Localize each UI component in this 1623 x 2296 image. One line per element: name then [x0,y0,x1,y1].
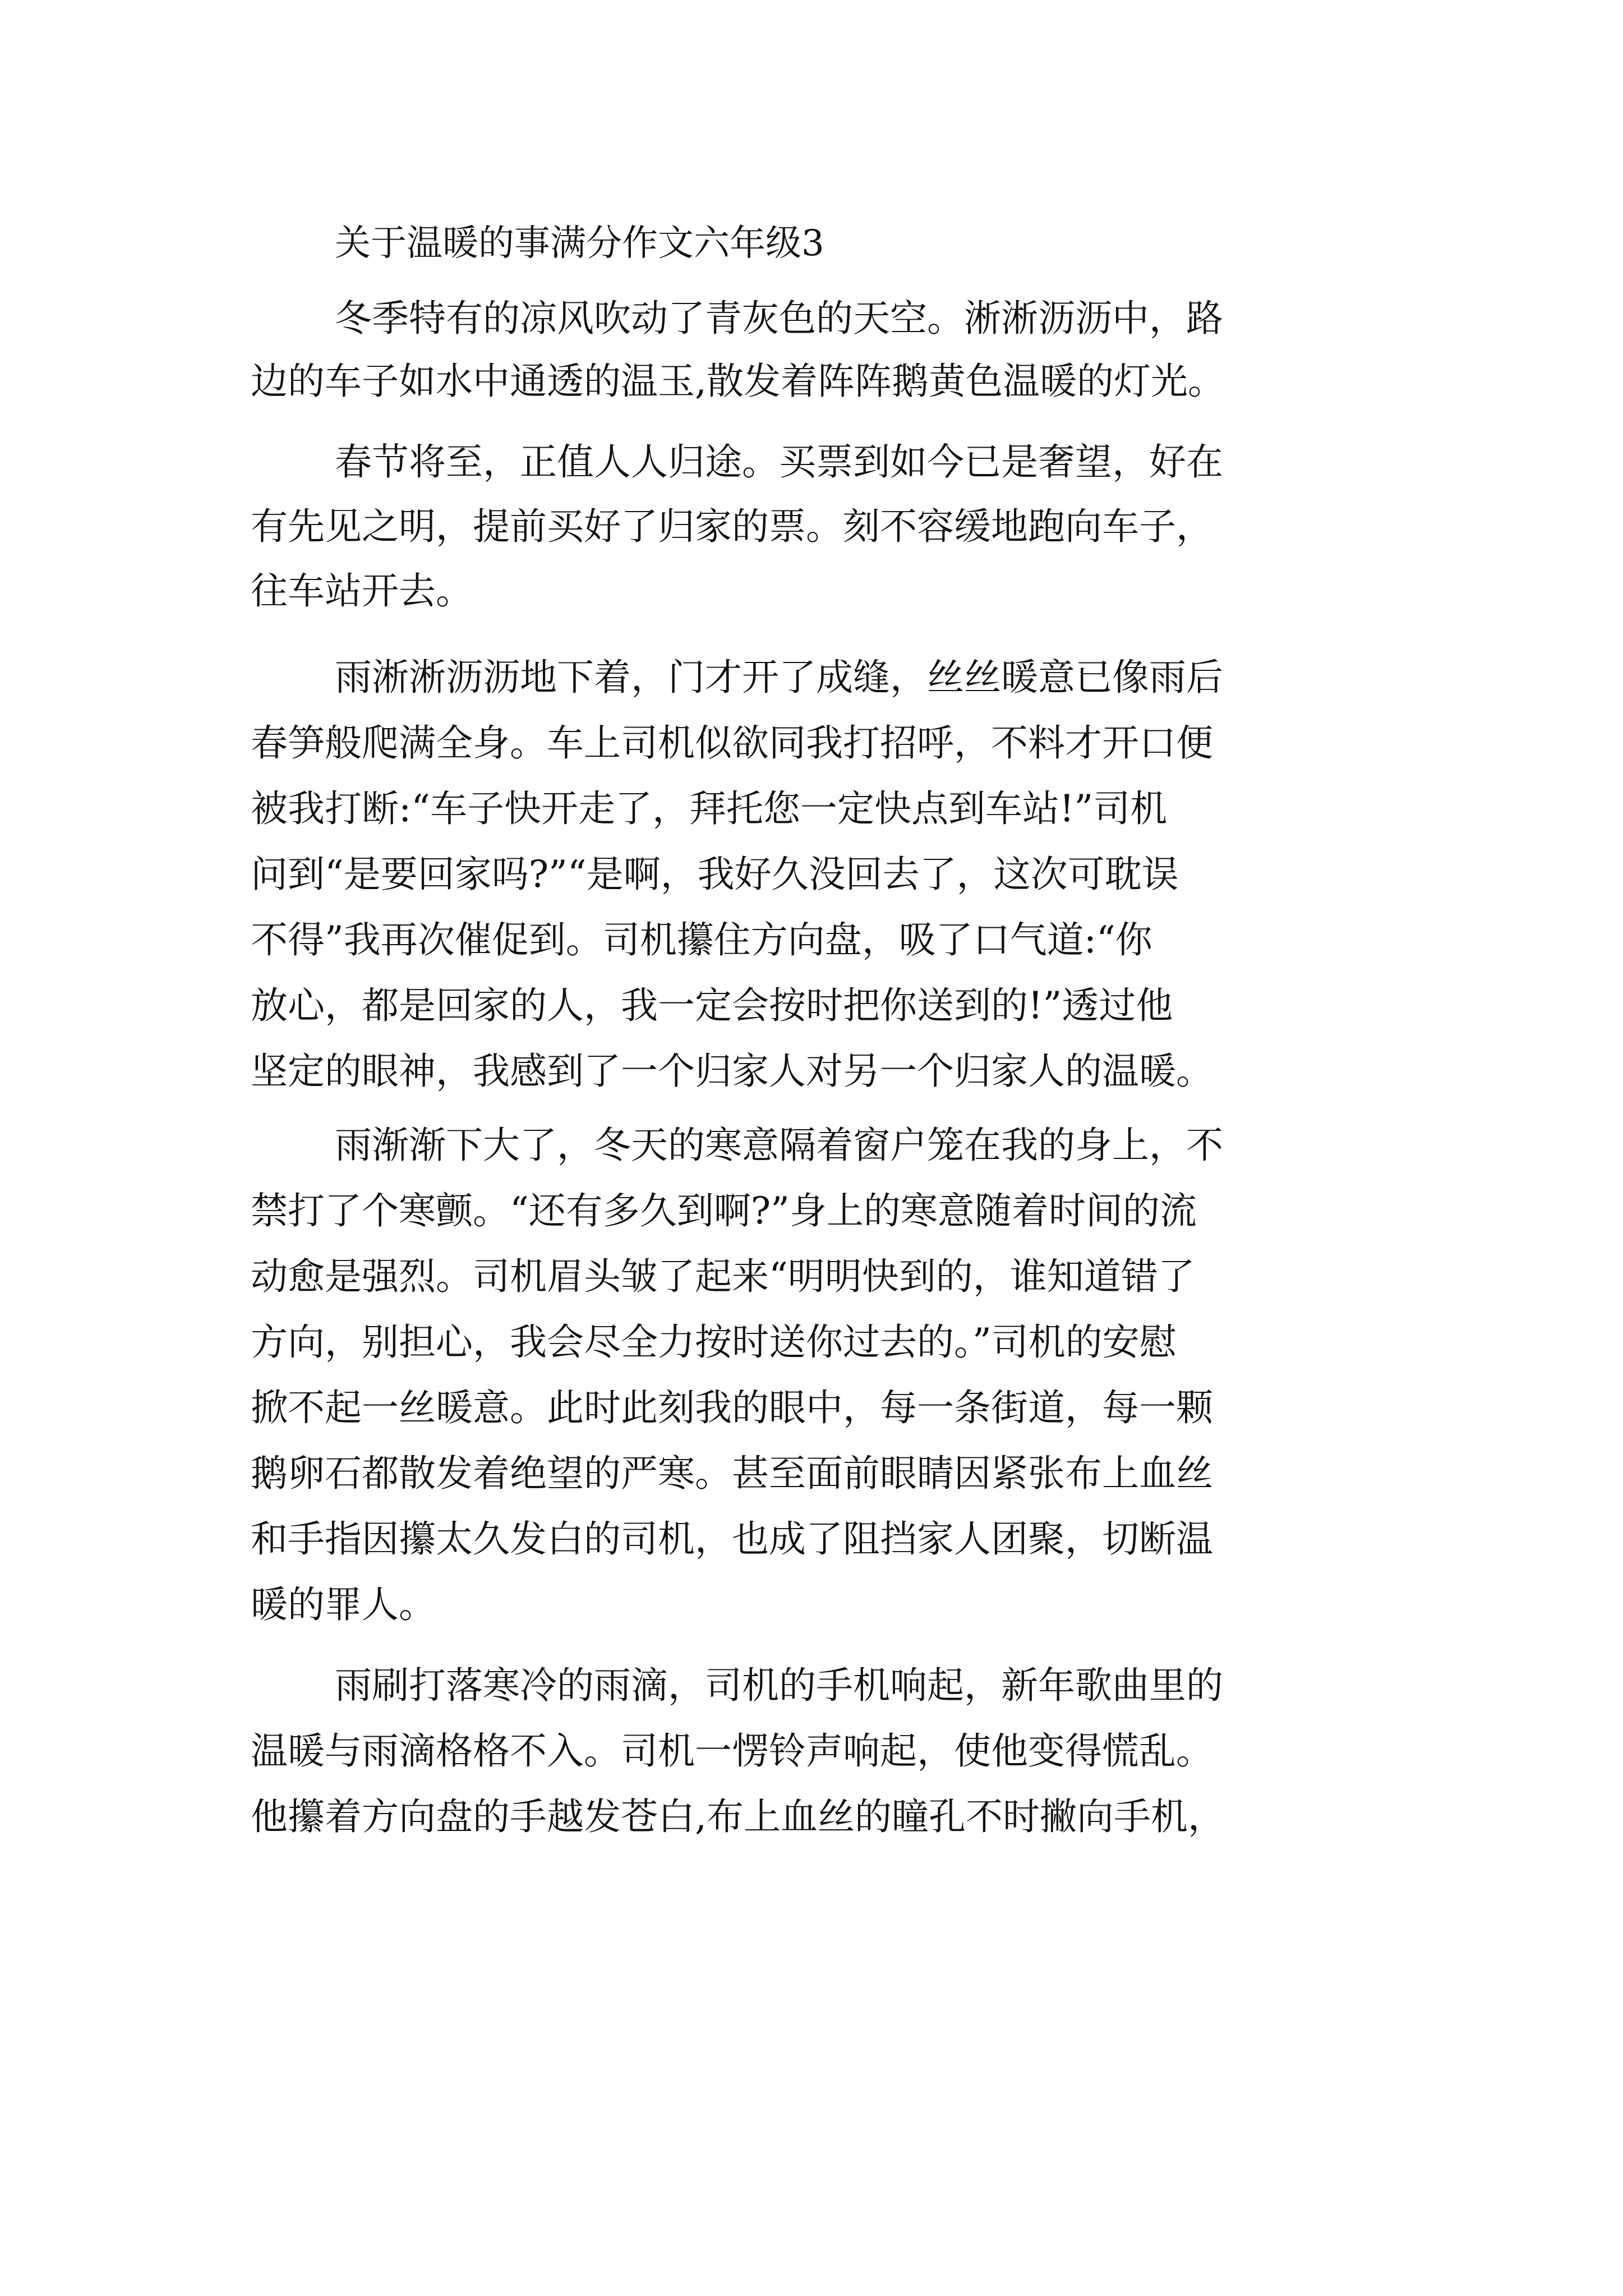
text-line: 边的车子如水中通透的温玉,散发着阵阵鹅黄色温暖的灯光。 [251,360,1225,403]
text-line: 有先见之明，提前买好了归家的票。刻不容缓地跑向车子， [251,505,1213,548]
text-line: 禁打了个寒颤。“还有多久到啊?”身上的寒意随着时间的流 [251,1189,1197,1232]
text-line: 往车站开去。 [251,569,473,613]
text-line: 春笋般爬满全身。车上司机似欲同我打招呼，不料才开口便 [251,721,1213,765]
text-line: 被我打断:“车子快开走了，拜托您一定快点到车站!”司机 [251,787,1168,830]
document-title: 关于温暖的事满分作文六年级3 [335,223,824,264]
text-line: 动愈是强烈。司机眉头皱了起来“明明快到的，谁知道错了 [251,1255,1195,1298]
text-line: 他攥着方向盘的手越发苍白,布上血丝的瞳孔不时撇向手机， [251,1795,1225,1838]
text-line: 方向，别担心，我会尽全力按时送你过去的。”司机的安慰 [251,1320,1177,1364]
text-line: 鹅卵石都散发着绝望的严寒。甚至面前眼睛因紧张布上血丝 [251,1452,1213,1495]
text-line: 和手指因攥太久发白的司机，也成了阻挡家人团聚，切断温 [251,1517,1213,1561]
text-line: 问到“是要回家吗?”“是啊，我好久没回去了，这次可耽误 [251,853,1179,896]
text-line: 掀不起一丝暖意。此时此刻我的眼中，每一条街道，每一颗 [251,1386,1213,1429]
text-line: 不得”我再次催促到。司机攥住方向盘，吸了口气道:“你 [251,918,1152,961]
text-line: 温暖与雨滴格格不入。司机一愣铃声响起，使他变得慌乱。 [251,1729,1213,1773]
text-line: 雨淅淅沥沥地下着，门才开了成缝，丝丝暖意已像雨后 [335,656,1223,699]
text-line: 放心，都是回家的人，我一定会按时把你送到的!”透过他 [251,984,1173,1027]
text-line: 雨渐渐下大了，冬天的寒意隔着窗户笼在我的身上，不 [335,1124,1223,1167]
text-line: 暖的罪人。 [251,1583,436,1626]
text-line: 坚定的眼神，我感到了一个归家人对另一个归家人的温暖。 [251,1050,1213,1093]
text-line: 春节将至，正值人人归途。买票到如今已是奢望，好在 [335,440,1223,484]
text-line: 雨刷打落寒冷的雨滴，司机的手机响起，新年歌曲里的 [335,1664,1223,1707]
text-line: 冬季特有的凉风吹动了青灰色的天空。淅淅沥沥中，路 [335,297,1223,340]
